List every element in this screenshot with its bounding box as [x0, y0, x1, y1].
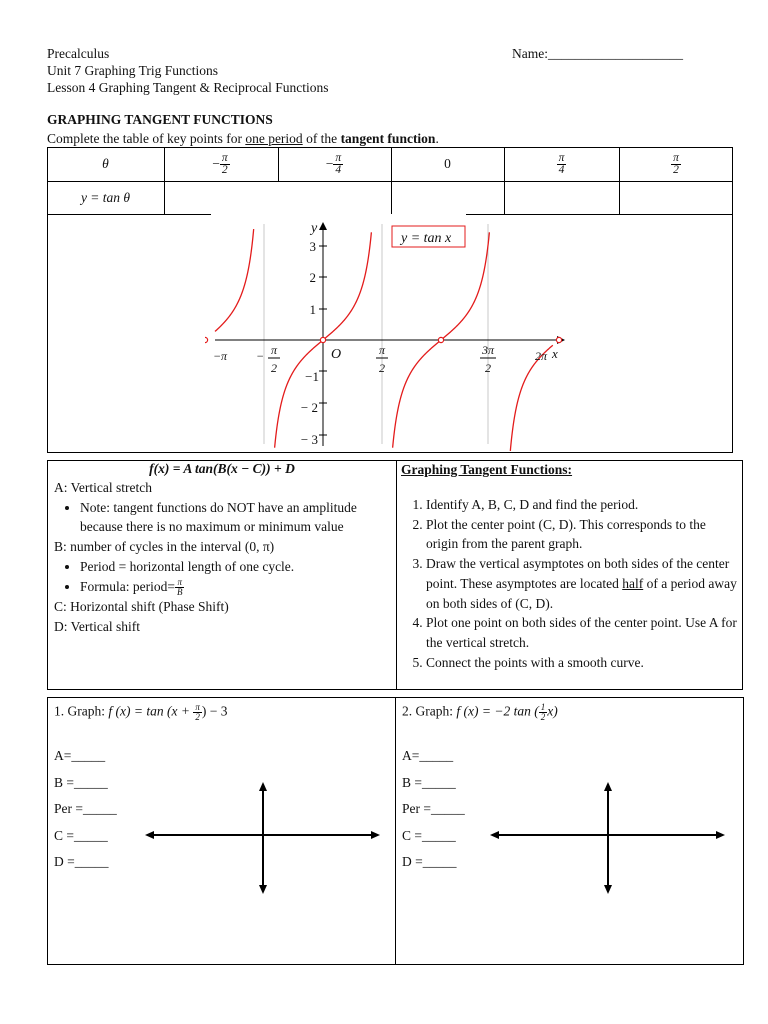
problem-1-blanks[interactable]: A=_____ B =_____ Per =_____ C =_____ D =_____	[54, 748, 117, 869]
problem-2-prompt: 2. Graph: f (x) = −2 tan ( $\frac{1}{2}$ x)	[402, 702, 558, 722]
unit-title: Unit 7 Graphing Trig Functions	[47, 63, 219, 78]
course-title: Precalculus	[47, 46, 110, 61]
zero-point-4	[556, 337, 561, 342]
problem-2-axes[interactable]	[490, 782, 725, 894]
section-title: GRAPHING TANGENT FUNCTIONS	[47, 112, 273, 127]
formula-list: A: Vertical stretch • Note: tangent functions do NOT have an amplitude because there is no maximum or minimum value B: number of cycles in the interval (0, π) • Period = horizontal length of one cycle. • Formula: period= $\frac{\pi}{B}$ C: Horizontal shift (Phase Shift) D: Vertical shift	[54, 478, 390, 636]
theta-col-5: $\frac{\pi}{2}$	[673, 151, 679, 176]
y-axis-label: y	[311, 221, 318, 236]
x-tick-neg-pi-half-den: 2	[271, 361, 277, 375]
origin-label: O	[331, 347, 342, 362]
problem-1-axes[interactable]	[145, 782, 380, 894]
x-tick-two-pi: 2π	[534, 349, 548, 363]
y-tick-2: 2	[309, 270, 316, 285]
theta-col-2: − $\frac{\pi}{4}$	[325, 151, 342, 176]
tan-branch-1	[215, 229, 254, 331]
problem-1-prompt: 1. Graph: f (x) = tan (x + $\frac{\pi}{2}$ ) − 3	[54, 702, 228, 722]
steps-heading: Graphing Tangent Functions:	[401, 462, 573, 477]
zero-point-1	[205, 337, 208, 342]
problem-2-blanks[interactable]: A=_____ B =_____ Per =_____ C =_____ D =_____	[402, 748, 465, 869]
theta-col-3: 0	[444, 156, 451, 171]
y-tick-3: 3	[309, 239, 316, 254]
tangent-graph	[205, 214, 570, 452]
x-tick-pi-half-num: π	[378, 343, 386, 357]
x-tick-three-pi-half-num: 3π	[481, 343, 495, 357]
legend-label: y = tan x	[401, 231, 452, 246]
y-tick-neg1: −1	[305, 369, 319, 384]
y-axis-arrow	[319, 222, 327, 230]
x-tick-neg-pi-half-sign: −	[255, 349, 265, 363]
tan-header: y = tan θ	[80, 189, 131, 205]
zero-point-3	[438, 337, 443, 342]
y-tick-neg3: − 3	[300, 432, 318, 447]
x-axis-label: x	[552, 346, 558, 361]
instruction: Complete the table of key points for one period of the tangent function.	[47, 131, 439, 146]
formula-heading: f(x) = A tan(B(x − C)) + D	[149, 461, 295, 476]
theta-col-4: $\frac{\pi}{4}$	[558, 151, 565, 176]
x-tick-three-pi-half-den: 2	[485, 361, 491, 375]
x-tick-pi-half-den: 2	[379, 361, 385, 375]
name-field[interactable]: Name:____________________	[512, 46, 683, 61]
theta-header: θ	[102, 156, 109, 171]
x-tick-neg-pi-half-num: π	[270, 343, 278, 357]
theta-col-1: − $\frac{\pi}{2}$	[212, 151, 228, 176]
x-tick-neg-pi: −π	[212, 349, 228, 363]
zero-point-2	[320, 337, 325, 342]
steps-list: 1. Identify A, B, C, D and find the period. 2. Plot the center point (C, D). This corresponds to the origin from the parent graph. 3. Draw the vertical asymptotes on both sides of the center point. These asymptotes are located half of a period away on both sides of (C, D). 4. Plot one point on both sides of the center point. Use A for the vertical stretch. 5. Connect the points with a smooth curve.	[400, 495, 738, 672]
lesson-title: Lesson 4 Graphing Tangent & Reciprocal Functions	[47, 80, 329, 95]
y-tick-neg2: − 2	[300, 400, 318, 415]
y-tick-1: 1	[309, 302, 316, 317]
